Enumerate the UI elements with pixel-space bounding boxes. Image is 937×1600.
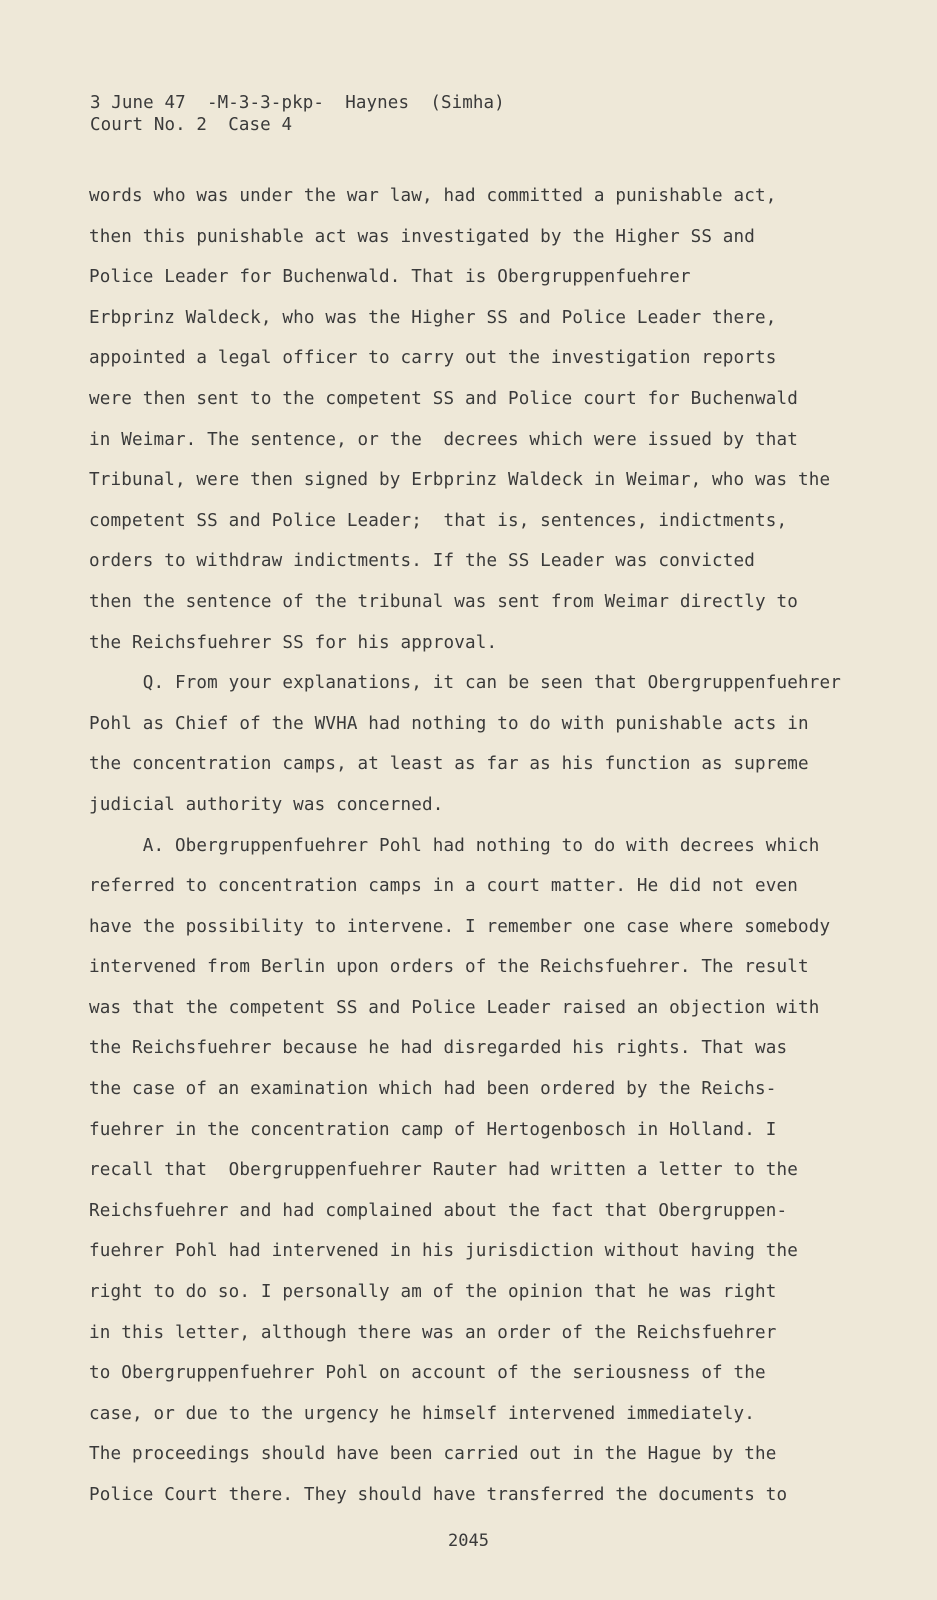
text-line: in this letter, although there was an order of the Reichsfuehrer (89, 1322, 777, 1343)
text-line: were then sent to the competent SS and Police court for Buchenwald (89, 388, 798, 409)
text-line: was that the competent SS and Police Leader raised an objection with (89, 997, 820, 1018)
text-line: words who was under the war law, had committed a punishable act, (89, 186, 777, 206)
text-line: orders to withdraw indictments. If the SS Leader was convicted (89, 551, 756, 572)
transcript-body (89, 176, 919, 1516)
text-line: judicial authority was concerned. (89, 794, 444, 815)
text-line: Tribunal, were then signed by Erbprinz Waldeck in Weimar, who was the (89, 470, 831, 491)
answer-line: A. Obergruppenfuehrer Pohl had nothing to do with decrees which (89, 835, 820, 856)
text-line: the concentration camps, at least as far as his function as supreme (89, 754, 809, 775)
text-line: intervened from Berlin upon orders of the Reichsfuehrer. The result (89, 957, 809, 978)
text-line: referred to concentration camps in a court matter. He did not even (89, 876, 798, 897)
text-line: Police Leader for Buchenwald. That is Obergruppenfuehrer (89, 267, 691, 288)
question-line: Q. From your explanations, it can be seen that Obergruppenfuehrer (89, 673, 841, 694)
document-header (90, 92, 505, 136)
text-line: the case of an examination which had been ordered by the Reichs- (89, 1079, 777, 1100)
text-line: to Obergruppenfuehrer Pohl on account of the seriousness of the (89, 1363, 766, 1384)
text-line: competent SS and Police Leader; that is, sentences, indictments, (89, 510, 788, 531)
text-line: The proceedings should have been carried out in the Hague by the (89, 1444, 777, 1465)
text-line: recall that Obergruppenfuehrer Rauter had written a letter to the (89, 1160, 798, 1181)
text-line: Erbprinz Waldeck, who was the Higher SS and Police Leader there, (89, 307, 777, 328)
text-line: appointed a legal officer to carry out the investigation reports (89, 348, 777, 369)
text-line: have the possibility to intervene. I remember one case where somebody (89, 916, 831, 937)
text-line: fuehrer in the concentration camp of Hertogenbosch in Holland. I (89, 1119, 777, 1140)
text-line: Reichsfuehrer and had complained about the fact that Obergruppen- (89, 1200, 788, 1221)
page-number: 2045 (448, 1531, 489, 1551)
text-line: the Reichsfuehrer because he had disregarded his rights. That was (89, 1038, 788, 1059)
header-date-line: 3 June 47 -M-3-3-pkp- Haynes (Simha) (90, 93, 505, 113)
text-line: in Weimar. The sentence, or the decrees which were issued by that (89, 429, 798, 450)
text-line: then this punishable act was investigated by the Higher SS and (89, 226, 756, 247)
text-line: the Reichsfuehrer SS for his approval. (89, 632, 498, 653)
text-line: Police Court there. They should have transferred the documents to (89, 1485, 788, 1505)
text-line: fuehrer Pohl had intervened in his jurisdiction without having the (89, 1241, 798, 1262)
text-line: then the sentence of the tribunal was sent from Weimar directly to (89, 591, 798, 612)
text-line: case, or due to the urgency he himself intervened immediately. (89, 1403, 756, 1424)
text-line: right to do so. I personally am of the opinion that he was right (89, 1282, 777, 1303)
header-court-line: Court No. 2 Case 4 (90, 115, 293, 135)
text-line: Pohl as Chief of the WVHA had nothing to do with punishable acts in (89, 713, 809, 734)
